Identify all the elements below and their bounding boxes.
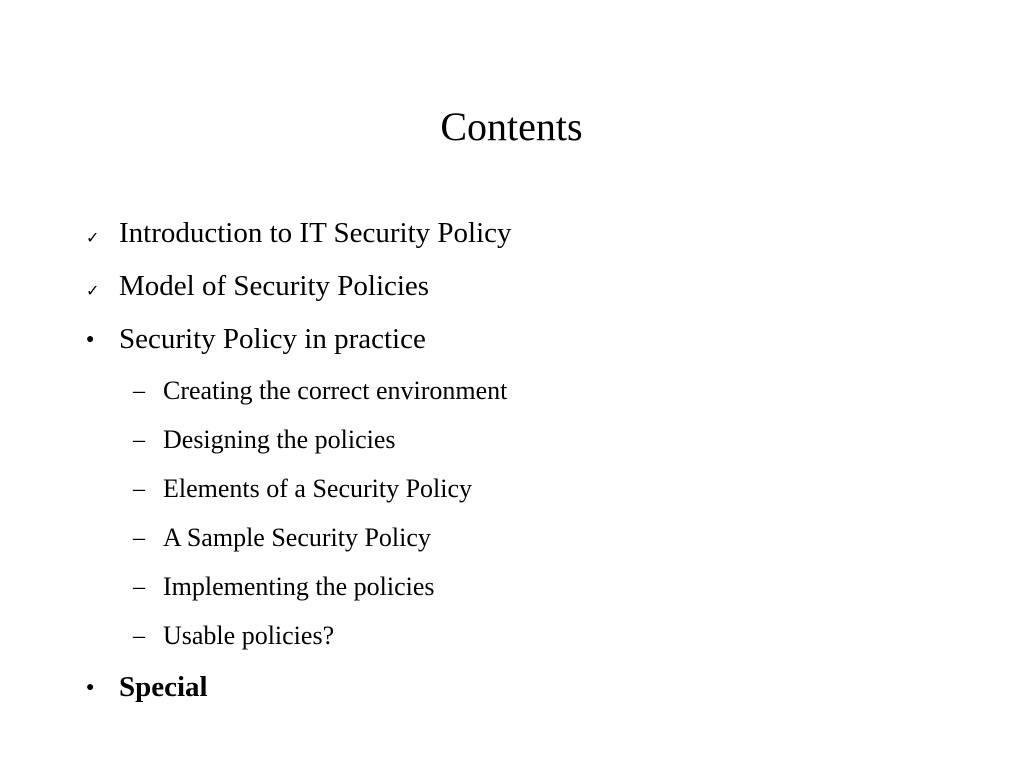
sub-list-item-label: Usable policies? (163, 621, 335, 650)
checkmark-icon: ✓ (86, 230, 100, 247)
bullet-icon: ● (86, 680, 95, 695)
list-item-label: Security Policy in practice (119, 323, 426, 355)
dash-icon: – (133, 427, 145, 453)
dash-icon: – (133, 623, 145, 649)
dash-icon: – (133, 525, 145, 551)
list-item-label: Special (119, 671, 208, 703)
slide-title: Contents (440, 104, 583, 149)
dash-icon: – (133, 476, 145, 502)
dash-icon: – (133, 378, 145, 404)
dash-icon: – (133, 574, 145, 600)
sub-list-item-label: A Sample Security Policy (163, 523, 431, 552)
sub-list-item-label: Implementing the policies (163, 572, 435, 601)
list-item-label: Model of Security Policies (119, 270, 430, 302)
list-item-label: Introduction to IT Security Policy (119, 217, 512, 249)
sub-list-item-label: Elements of a Security Policy (163, 474, 473, 503)
sub-list-item-label: Creating the correct environment (163, 376, 508, 405)
checkmark-icon: ✓ (86, 283, 100, 300)
sub-list-item-label: Designing the policies (163, 425, 396, 454)
bullet-icon: ● (86, 332, 95, 347)
